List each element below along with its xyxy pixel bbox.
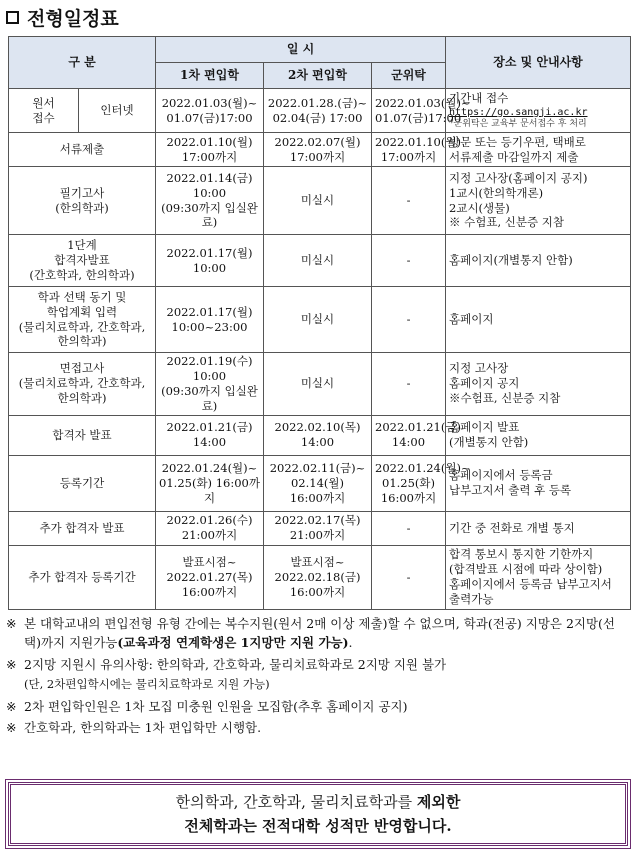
row-label: 원서 접수	[9, 89, 79, 133]
second-date: 미실시	[264, 287, 372, 353]
first-date: 2022.01.24(월)~ 01.25(화) 16:00까지	[156, 455, 264, 511]
military-date: 2022.01.21(금) 14:00	[372, 415, 446, 455]
page-title: 전형일정표	[27, 8, 119, 30]
row-note: 기간내 접수 https://go.sangji.ac.kr *군위탁은 교육부 문서접수 후 처리	[446, 89, 631, 133]
header-military: 군위탁	[372, 63, 446, 89]
notes-section	[6, 614, 630, 740]
row-label: 서류제출	[9, 133, 156, 167]
row-sublabel: 인터넷	[79, 89, 156, 133]
military-date: -	[372, 353, 446, 416]
schedule-table	[8, 36, 631, 610]
second-date: 미실시	[264, 167, 372, 235]
row-note: 지정 고사장(홈페이지 공지) 1교시(한의학개론) 2교시(생물) ※ 수험표, 신분증 지참	[446, 167, 631, 235]
note-item: ※ 2차 편입학인원은 1차 모집 미충원 인원을 모집함(추후 홈페이지 공지)	[6, 697, 630, 716]
reference-mark-icon: ※	[6, 656, 17, 672]
row-label: 1단계 합격자발표 (간호학과, 한의학과)	[9, 235, 156, 287]
row-label: 합격자 발표	[9, 415, 156, 455]
military-date: 2022.01.24(월)~ 01.25(화) 16:00까지	[372, 455, 446, 511]
row-note: 기간 중 전화로 개별 통지	[446, 511, 631, 545]
note-subitem: (단, 2차편입학시에는 물리치료학과로 지원 가능)	[24, 677, 270, 692]
header-place: 장소 및 안내사항	[446, 37, 631, 89]
row-label: 추가 합격자 발표	[9, 511, 156, 545]
military-date: -	[372, 167, 446, 235]
reference-mark-icon: ※	[6, 616, 17, 631]
row-note: 합격 통보시 통지한 기한까지 (합격발표 시점에 따라 상이함) 홈페이지에서 등록금 납부고지서 출력가능	[446, 545, 631, 609]
military-date: 2022.01.03(월)~ 01.07(금)17:00	[372, 89, 446, 133]
row-label: 학과 선택 동기 및 학업계획 입력 (물리치료학과, 간호학과, 한의학과)	[9, 287, 156, 353]
note-item: ※ 간호학과, 한의학과는 1차 편입학만 시행함.	[6, 718, 630, 737]
second-date: 발표시점~ 2022.02.18(금) 16:00까지	[264, 545, 372, 609]
section-title	[6, 4, 119, 31]
first-date: 2022.01.26(수) 21:00까지	[156, 511, 264, 545]
table-row	[9, 415, 631, 455]
row-note: 지정 고사장 홈페이지 공지 ※수험표, 신분증 지참	[446, 353, 631, 416]
table-row	[9, 235, 631, 287]
first-date: 2022.01.19(수) 10:00 (09:30까지 입실완료)	[156, 353, 264, 416]
row-label: 면접고사 (물리치료학과, 간호학과, 한의학과)	[9, 353, 156, 416]
row-note: 홈페이지(개별통지 안함)	[446, 235, 631, 287]
notice-line-2: 전체학과는 전적대학 성적만 반영합니다.	[184, 817, 452, 835]
row-label: 추가 합격자 등록기간	[9, 545, 156, 609]
note-item: ※ 본 대학교내의 편입전형 유형 간에는 복수지원(원서 2매 이상 제출)할 수 없으며, 학과(전공) 지망은 2지망(선택)까지 지원가능(교육과정 연계학생은 1지망만 지원 가능).	[6, 614, 630, 653]
apply-link[interactable]: https://go.sangji.ac.kr	[449, 106, 588, 118]
notice-box	[8, 782, 628, 846]
table-row	[9, 287, 631, 353]
row-note: 홈페이지	[446, 287, 631, 353]
square-bullet-icon	[6, 11, 19, 24]
military-date: -	[372, 545, 446, 609]
row-note: 방문 또는 등기우편, 택배로 서류제출 마감일까지 제출	[446, 133, 631, 167]
first-date: 2022.01.21(금) 14:00	[156, 415, 264, 455]
reference-mark-icon: ※	[6, 698, 17, 714]
second-date: 2022.01.28.(금)~ 02.04(금) 17:00	[264, 89, 372, 133]
reference-mark-icon: ※	[6, 720, 17, 736]
notice-line-1: 한의학과, 간호학과, 물리치료학과를 제외한	[175, 793, 461, 811]
second-date: 2022.02.10(목) 14:00	[264, 415, 372, 455]
military-date: -	[372, 287, 446, 353]
table-row	[9, 455, 631, 511]
header-ilsi: 일 시	[156, 37, 446, 63]
second-date: 미실시	[264, 235, 372, 287]
second-date: 2022.02.07(월) 17:00까지	[264, 133, 372, 167]
first-date: 2022.01.17(월) 10:00	[156, 235, 264, 287]
table-row	[9, 511, 631, 545]
first-date: 2022.01.14(금) 10:00 (09:30까지 입실완료)	[156, 167, 264, 235]
first-date: 발표시점~ 2022.01.27(목) 16:00까지	[156, 545, 264, 609]
military-date: -	[372, 235, 446, 287]
second-date: 2022.02.11(금)~ 02.14(월) 16:00까지	[264, 455, 372, 511]
row-note: 홈페이지 발표 (개별통지 안함)	[446, 415, 631, 455]
first-date: 2022.01.03(월)~ 01.07(금)17:00	[156, 89, 264, 133]
second-date: 2022.02.17(목) 21:00까지	[264, 511, 372, 545]
header-second: 2차 편입학	[264, 63, 372, 89]
row-note: 홈페이지에서 등록금 납부고지서 출력 후 등록	[446, 455, 631, 511]
first-date: 2022.01.17(월) 10:00~23:00	[156, 287, 264, 353]
table-row	[9, 89, 631, 133]
table-row	[9, 545, 631, 609]
row-label: 등록기간	[9, 455, 156, 511]
military-date: 2022.01.10(월) 17:00까지	[372, 133, 446, 167]
military-date: -	[372, 511, 446, 545]
table-row	[9, 353, 631, 416]
first-date: 2022.01.10(월) 17:00까지	[156, 133, 264, 167]
second-date: 미실시	[264, 353, 372, 416]
table-row	[9, 133, 631, 167]
header-gubun: 구 분	[9, 37, 156, 89]
note-item: ※ 2지망 지원시 유의사항: 한의학과, 간호학과, 물리치료학과로 2지망 지원 불가	[6, 655, 630, 674]
table-row	[9, 167, 631, 235]
header-first: 1차 편입학	[156, 63, 264, 89]
row-label: 필기고사 (한의학과)	[9, 167, 156, 235]
